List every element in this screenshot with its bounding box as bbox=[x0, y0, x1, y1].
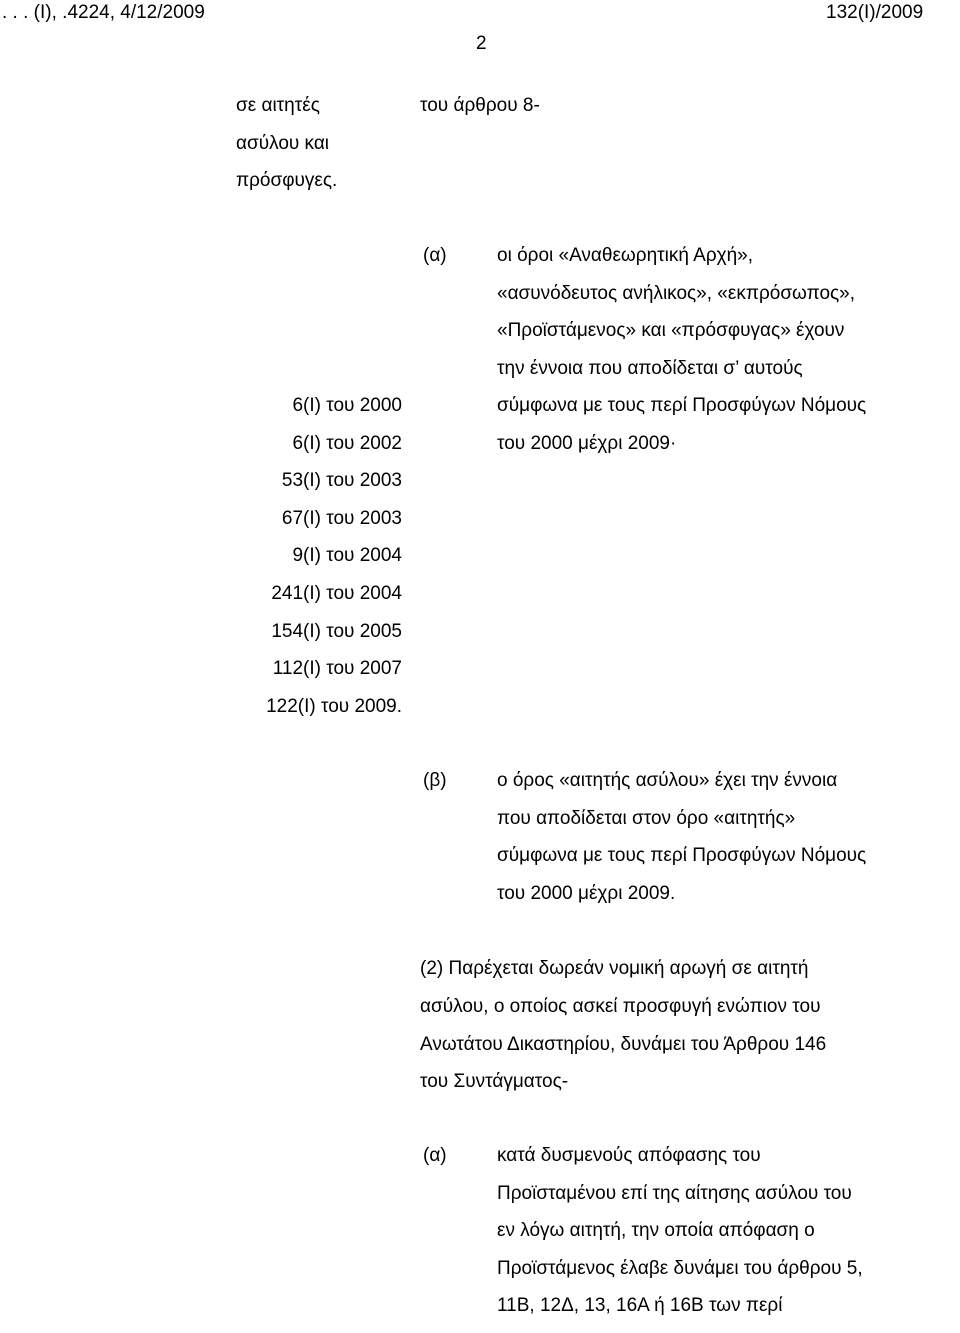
item-2a-text bbox=[497, 1145, 863, 1333]
legal-ref: 241(Ι) του 2004 bbox=[271, 582, 402, 604]
legal-ref: 6(Ι) του 2000 bbox=[292, 395, 402, 416]
item-b-line: του 2000 μέχρι 2009. bbox=[497, 882, 676, 904]
item-b-text bbox=[497, 770, 866, 920]
page-number: 2 bbox=[476, 33, 487, 54]
item-b-line: ο όρος «αιτητής ασύλου» έχει την έννοια bbox=[497, 770, 838, 791]
paragraph-2 bbox=[420, 958, 826, 1109]
item-a-line: «ασυνόδευτος ανήλικος», «εκπρόσωπος», bbox=[497, 282, 856, 304]
margin-note bbox=[236, 95, 337, 208]
header-right: 132(Ι)/2009 bbox=[826, 2, 924, 23]
paragraph-2-line: του Συντάγματος- bbox=[420, 1071, 569, 1093]
legal-ref: 6(Ι) του 2002 bbox=[292, 432, 402, 454]
item-a-line: «Προϊστάμενος» και «πρόσφυγας» έχουν bbox=[497, 320, 845, 341]
legal-ref: 67(Ι) του 2003 bbox=[281, 507, 402, 529]
paragraph-2-line: ασύλου, ο οποίος ασκεί προσφυγή ενώπιον του bbox=[420, 995, 821, 1017]
paragraph-2-line: Ανωτάτου Δικαστηρίου, δυνάμει του Άρθρου 146 bbox=[420, 1033, 827, 1055]
item-a-line: οι όροι «Αναθεωρητική Αρχή», bbox=[497, 245, 754, 266]
item-b-line: σύμφωνα με τους περί Προσφύγων Νόμους bbox=[497, 845, 867, 866]
item-2a-line: Προϊστάμενος έλαβε δυνάμει του άρθρου 5, bbox=[497, 1257, 863, 1279]
legal-ref: 53(Ι) του 2003 bbox=[281, 470, 402, 492]
item-a-label: (α) bbox=[423, 245, 447, 266]
item-a-line: την έννοια που αποδίδεται σ’ αυτούς bbox=[497, 357, 803, 379]
item-b-label: (β) bbox=[423, 770, 447, 791]
item-2a-line: εν λόγω αιτητή, την οποία απόφαση ο bbox=[497, 1220, 815, 1241]
margin-note-line: πρόσφυγες. bbox=[236, 170, 338, 192]
item-2a-line: 11Β, 12Δ, 13, 16Α ή 16Β των περί bbox=[497, 1295, 783, 1316]
item-a-text bbox=[497, 245, 866, 470]
margin-note-line: ασύλου και bbox=[236, 132, 330, 154]
item-b-line: που αποδίδεται στον όρο «αιτητής» bbox=[497, 807, 796, 829]
item-a-line: σύμφωνα με τους περί Προσφύγων Νόμους bbox=[497, 395, 867, 416]
item-2a-line: Προϊσταμένου επί της αίτησης ασύλου του bbox=[497, 1182, 852, 1204]
header-left: . . . (Ι), .4224, 4/12/2009 bbox=[2, 2, 205, 23]
paragraph-2-line: (2) Παρέχεται δωρεάν νομική αρωγή σε αιτητή bbox=[420, 958, 809, 979]
legal-ref: 112(Ι) του 2007 bbox=[272, 658, 402, 680]
legal-ref: 9(Ι) του 2004 bbox=[292, 545, 402, 567]
section-heading: του άρθρου 8- bbox=[420, 95, 540, 116]
item-a-line: του 2000 μέχρι 2009· bbox=[497, 432, 677, 454]
legal-references bbox=[200, 395, 402, 733]
legal-ref: 122(Ι) του 2009. bbox=[266, 695, 402, 717]
legal-ref: 154(Ι) του 2005 bbox=[271, 620, 402, 642]
margin-note-line: σε αιτητές bbox=[236, 95, 320, 116]
item-2a-line: κατά δυσμενούς απόφασης του bbox=[497, 1145, 761, 1166]
item-2a-label: (α) bbox=[423, 1145, 447, 1166]
